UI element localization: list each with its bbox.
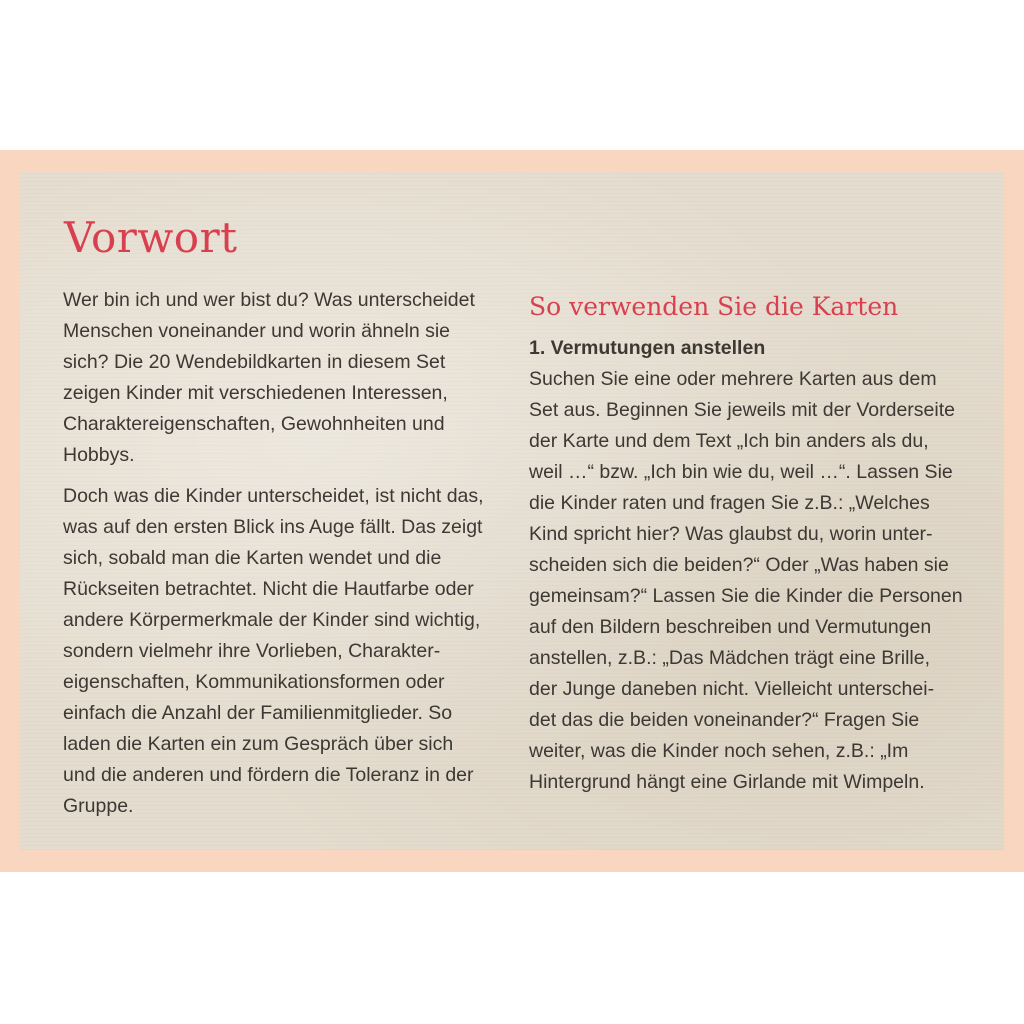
text-line: Wer bin ich und wer bist du? Was unterscheidet [63,289,475,311]
card-frame [0,150,1024,872]
text-line: auf den Bildern beschreiben und Vermutungen [529,616,932,638]
text-line: anstellen, z.B.: „Das Mädchen trägt eine Brille, [529,647,931,669]
text-line: Suchen Sie eine oder mehrere Karten aus dem [529,368,937,390]
text-line: Hintergrund hängt eine Girlande mit Wimpeln. [529,771,925,793]
text-line: weil …“ bzw. „Ich bin wie du, weil …“. Lassen Sie [529,461,953,483]
text-line: und die anderen und fördern die Toleranz in der [63,764,474,786]
text-line: der Junge daneben nicht. Vielleicht unterschei- [529,678,935,700]
text-line: Kind spricht hier? Was glaubst du, worin unter- [529,523,933,545]
step-heading: 1. Vermutungen anstellen [529,337,766,359]
page-title: Vorwort [64,213,238,262]
text-line: Hobbys. [63,444,135,466]
text-line: einfach die Anzahl der Familienmitglieder. So [63,702,453,724]
text-line: Doch was die Kinder unterscheidet, ist nicht das, [63,485,484,507]
text-line: Gruppe. [63,795,134,817]
text-line: weiter, was die Kinder noch sehen, z.B.: „Im [529,740,909,762]
text-line: eigenschaften, Kommunikationsformen oder [63,671,445,693]
text-line: Charaktereigenschaften, Gewohnheiten und [63,413,445,435]
text-line: det das die beiden voneinander?“ Fragen Sie [529,709,920,731]
text-line: sondern vielmehr ihre Vorlieben, Charakter- [63,640,441,662]
text-line: andere Körpermerkmale der Kinder sind wichtig, [63,609,481,631]
text-line: sich? Die 20 Wendebildkarten in diesem Set [63,351,446,373]
text-line: laden die Karten ein zum Gespräch über sich [63,733,454,755]
text-line: Menschen voneinander und worin ähneln sie [63,320,451,342]
text-line: zeigen Kinder mit verschiedenen Interessen, [63,382,448,404]
text-line: der Karte und dem Text „Ich bin anders als du, [529,430,929,452]
text-line: gemeinsam?“ Lassen Sie die Kinder die Personen [529,585,963,607]
text-line: scheiden sich die beiden?“ Oder „Was haben sie [529,554,949,576]
text-line: Rückseiten betrachtet. Nicht die Hautfarbe oder [63,578,474,600]
text-line: Set aus. Beginnen Sie jeweils mit der Vorderseite [529,399,955,421]
foreword-paragraph-1 [63,285,503,471]
text-line: die Kinder raten und fragen Sie z.B.: „Welches [529,492,930,514]
text-line: was auf den ersten Blick ins Auge fällt. Das zeigt [63,516,483,538]
section-title: So verwenden Sie die Karten [529,292,899,321]
text-line: sich, sobald man die Karten wendet und die [63,547,442,569]
instructions-column [529,287,969,798]
foreword-paragraph-2 [63,481,503,822]
foreword-column [63,285,503,832]
foreword-card [20,172,1004,850]
